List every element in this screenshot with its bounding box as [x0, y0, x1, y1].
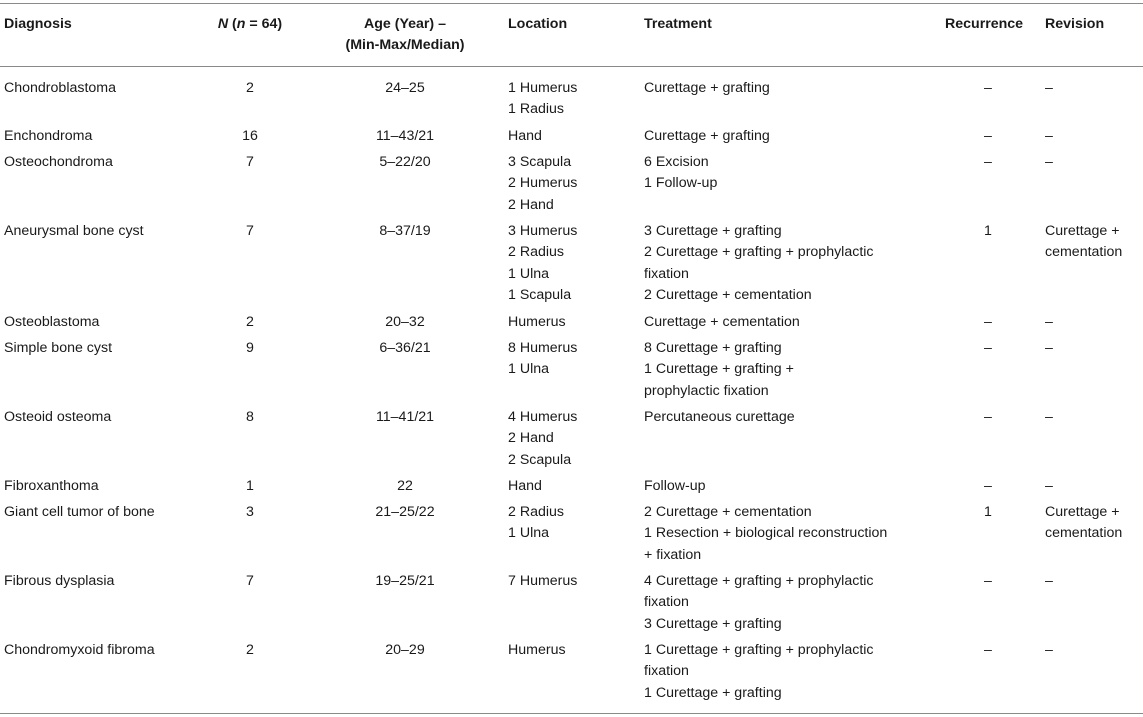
cell-recurrence: 1 — [984, 223, 992, 239]
cell-revision-line: – — [1045, 340, 1053, 356]
cell-treatment-line: 1 Curettage + grafting + — [644, 361, 794, 378]
cell-diagnosis: Fibrous dysplasia — [4, 573, 115, 589]
cell-location-line: 2 Radius — [508, 504, 564, 520]
cell-treatment — [644, 502, 887, 566]
cell-location-line: 2 Hand — [508, 196, 554, 213]
cell-location — [508, 78, 577, 121]
cell-treatment-line: 1 Curettage + grafting + prophylactic — [644, 642, 874, 658]
cell-treatment-line: Curettage + cementation — [644, 314, 800, 330]
cell-n: 9 — [246, 340, 254, 356]
cell-revision-line: Curettage + — [1045, 223, 1120, 239]
cell-n: 2 — [246, 314, 254, 330]
cell-treatment-line: 2 Curettage + cementation — [644, 504, 812, 520]
cell-age: 8–37/19 — [379, 223, 431, 239]
cell-revision — [1045, 126, 1053, 147]
cell-recurrence: – — [984, 154, 992, 170]
cell-recurrence: – — [984, 128, 992, 144]
cell-location-line: 1 Radius — [508, 101, 564, 118]
cell-treatment — [644, 338, 794, 402]
cell-location — [508, 571, 577, 592]
cell-age: 11–41/21 — [375, 409, 435, 425]
header-n — [180, 14, 320, 35]
cell-location-line: 2 Radius — [508, 244, 564, 261]
cell-revision-line: – — [1045, 314, 1053, 330]
cell-diagnosis: Chondroblastoma — [4, 80, 116, 96]
cell-location-line: 1 Ulna — [508, 525, 550, 542]
cell-treatment — [644, 312, 800, 333]
cell-location-line: 8 Humerus — [508, 340, 578, 356]
cell-location-line: Hand — [508, 128, 542, 144]
cell-treatment-line: 3 Curettage + grafting — [644, 615, 782, 632]
cell-age: 24–25 — [385, 80, 425, 96]
cell-revision — [1045, 640, 1053, 661]
cell-location-line: 2 Hand — [508, 430, 554, 447]
header-n-var: n — [236, 16, 246, 32]
cell-n: 8 — [246, 409, 254, 425]
cell-n: 2 — [246, 642, 254, 658]
cell-treatment-line: 2 Curettage + grafting + prophylactic — [644, 244, 874, 261]
cell-revision-line: – — [1045, 154, 1053, 170]
cell-revision-line: – — [1045, 478, 1053, 494]
cell-n: 1 — [246, 478, 254, 494]
cell-treatment-line: Follow-up — [644, 478, 706, 494]
cell-revision-line: cementation — [1045, 525, 1123, 542]
header-treatment: Treatment — [644, 16, 712, 32]
cell-revision-line: – — [1045, 80, 1053, 96]
cell-n: 16 — [242, 128, 258, 144]
cell-treatment-line: Curettage + grafting — [644, 128, 770, 144]
cell-treatment — [644, 476, 706, 497]
cell-age: 5–22/20 — [379, 154, 431, 170]
cell-location — [508, 502, 564, 545]
cell-diagnosis: Enchondroma — [4, 128, 93, 144]
cell-treatment-line: 2 Curettage + cementation — [644, 286, 812, 303]
cell-recurrence: – — [984, 642, 992, 658]
header-location: Location — [508, 16, 568, 32]
cell-revision — [1045, 152, 1053, 173]
cell-location-line: 1 Scapula — [508, 286, 572, 303]
cell-treatment-line: 6 Excision — [644, 154, 709, 170]
cell-location-line: 1 Ulna — [508, 361, 550, 378]
cell-age: 6–36/21 — [379, 340, 431, 356]
cell-diagnosis: Osteoblastoma — [4, 314, 100, 330]
cell-treatment-line: Percutaneous curettage — [644, 409, 795, 425]
header-n-value: = 64) — [245, 16, 283, 32]
cell-treatment-line: 3 Curettage + grafting — [644, 223, 782, 239]
cell-revision — [1045, 571, 1053, 592]
cell-recurrence: – — [984, 80, 992, 96]
cell-revision — [1045, 78, 1053, 99]
cell-age: 21–25/22 — [375, 504, 435, 520]
header-n-open: ( — [228, 16, 237, 32]
cell-treatment-line: prophylactic fixation — [644, 382, 769, 399]
header-n-symbol: N — [217, 16, 229, 32]
cell-age: 19–25/21 — [375, 573, 435, 589]
cell-revision — [1045, 338, 1053, 359]
cell-treatment — [644, 640, 874, 704]
cell-location-line: 7 Humerus — [508, 573, 578, 589]
header-age-line2: (Min-Max/Median) — [345, 37, 465, 53]
cell-treatment-line: 1 Curettage + grafting — [644, 684, 782, 701]
cell-treatment-line: 4 Curettage + grafting + prophylactic — [644, 573, 874, 589]
cell-revision — [1045, 312, 1053, 333]
cell-treatment-line: 1 Follow-up — [644, 175, 718, 192]
cell-treatment-line: Curettage + grafting — [644, 80, 770, 96]
cell-diagnosis: Simple bone cyst — [4, 340, 113, 356]
cell-location-line: 1 Humerus — [508, 80, 578, 96]
cell-treatment-line: 8 Curettage + grafting — [644, 340, 782, 356]
header-age — [320, 14, 490, 56]
cell-recurrence: – — [984, 478, 992, 494]
cell-treatment — [644, 78, 770, 99]
cell-treatment — [644, 152, 717, 195]
cell-revision-line: – — [1045, 128, 1053, 144]
cell-recurrence: – — [984, 340, 992, 356]
header-age-line1: Age (Year) – — [363, 16, 446, 32]
cell-location-line: Humerus — [508, 642, 566, 658]
cell-recurrence: – — [984, 409, 992, 425]
cell-recurrence: – — [984, 314, 992, 330]
cell-location-line: 3 Humerus — [508, 223, 578, 239]
cell-location — [508, 407, 577, 471]
cell-diagnosis: Fibroxanthoma — [4, 478, 99, 494]
cell-n: 2 — [246, 80, 254, 96]
cell-location — [508, 126, 542, 147]
header-diagnosis: Diagnosis — [4, 16, 72, 32]
cell-revision — [1045, 502, 1122, 545]
header-revision: Revision — [1045, 16, 1105, 32]
cell-revision-line: – — [1045, 409, 1053, 425]
cell-diagnosis: Chondromyxoid fibroma — [4, 642, 155, 658]
cell-treatment-line: + fixation — [644, 546, 702, 563]
cell-recurrence: 1 — [984, 504, 992, 520]
cell-revision-line: Curettage + — [1045, 504, 1120, 520]
cell-location — [508, 221, 577, 306]
cell-treatment-line: fixation — [644, 594, 689, 611]
cell-recurrence: – — [984, 573, 992, 589]
cell-location — [508, 312, 566, 333]
cell-location-line: 1 Ulna — [508, 265, 550, 282]
cell-location — [508, 152, 577, 216]
cell-location-line: Hand — [508, 478, 542, 494]
cell-location-line: 2 Scapula — [508, 451, 572, 468]
cell-age: 22 — [397, 478, 413, 494]
table-bottom-rule — [0, 713, 1143, 714]
table-header-rule — [0, 66, 1143, 67]
cell-revision — [1045, 407, 1053, 428]
header-recurrence: Recurrence — [945, 16, 1024, 32]
cell-n: 7 — [246, 154, 254, 170]
cell-n: 7 — [246, 223, 254, 239]
cell-location-line: 4 Humerus — [508, 409, 578, 425]
cell-revision — [1045, 476, 1053, 497]
cell-location-line: 3 Scapula — [508, 154, 572, 170]
cell-treatment-line: fixation — [644, 265, 689, 282]
cell-location-line: Humerus — [508, 314, 566, 330]
cell-treatment — [644, 407, 795, 428]
cell-revision-line: – — [1045, 642, 1053, 658]
cell-location-line: 2 Humerus — [508, 175, 578, 192]
cell-location — [508, 476, 542, 497]
cell-n: 7 — [246, 573, 254, 589]
cell-revision-line: – — [1045, 573, 1053, 589]
cell-diagnosis: Osteoid osteoma — [4, 409, 112, 425]
cell-age: 11–43/21 — [375, 128, 435, 144]
cell-treatment — [644, 571, 874, 635]
cell-revision-line: cementation — [1045, 244, 1123, 261]
cell-treatment — [644, 221, 874, 306]
cell-age: 20–29 — [385, 642, 425, 658]
cell-treatment — [644, 126, 770, 147]
cell-treatment-line: 1 Resection + biological reconstruction — [644, 525, 888, 542]
table-top-rule — [0, 3, 1143, 4]
cell-age: 20–32 — [385, 314, 425, 330]
cell-diagnosis: Giant cell tumor of bone — [4, 504, 155, 520]
cell-diagnosis: Aneurysmal bone cyst — [4, 223, 144, 239]
cell-treatment-line: fixation — [644, 663, 689, 680]
cell-n: 3 — [246, 504, 254, 520]
cell-revision — [1045, 221, 1122, 264]
cell-diagnosis: Osteochondroma — [4, 154, 113, 170]
cell-location — [508, 338, 577, 381]
cell-location — [508, 640, 566, 661]
